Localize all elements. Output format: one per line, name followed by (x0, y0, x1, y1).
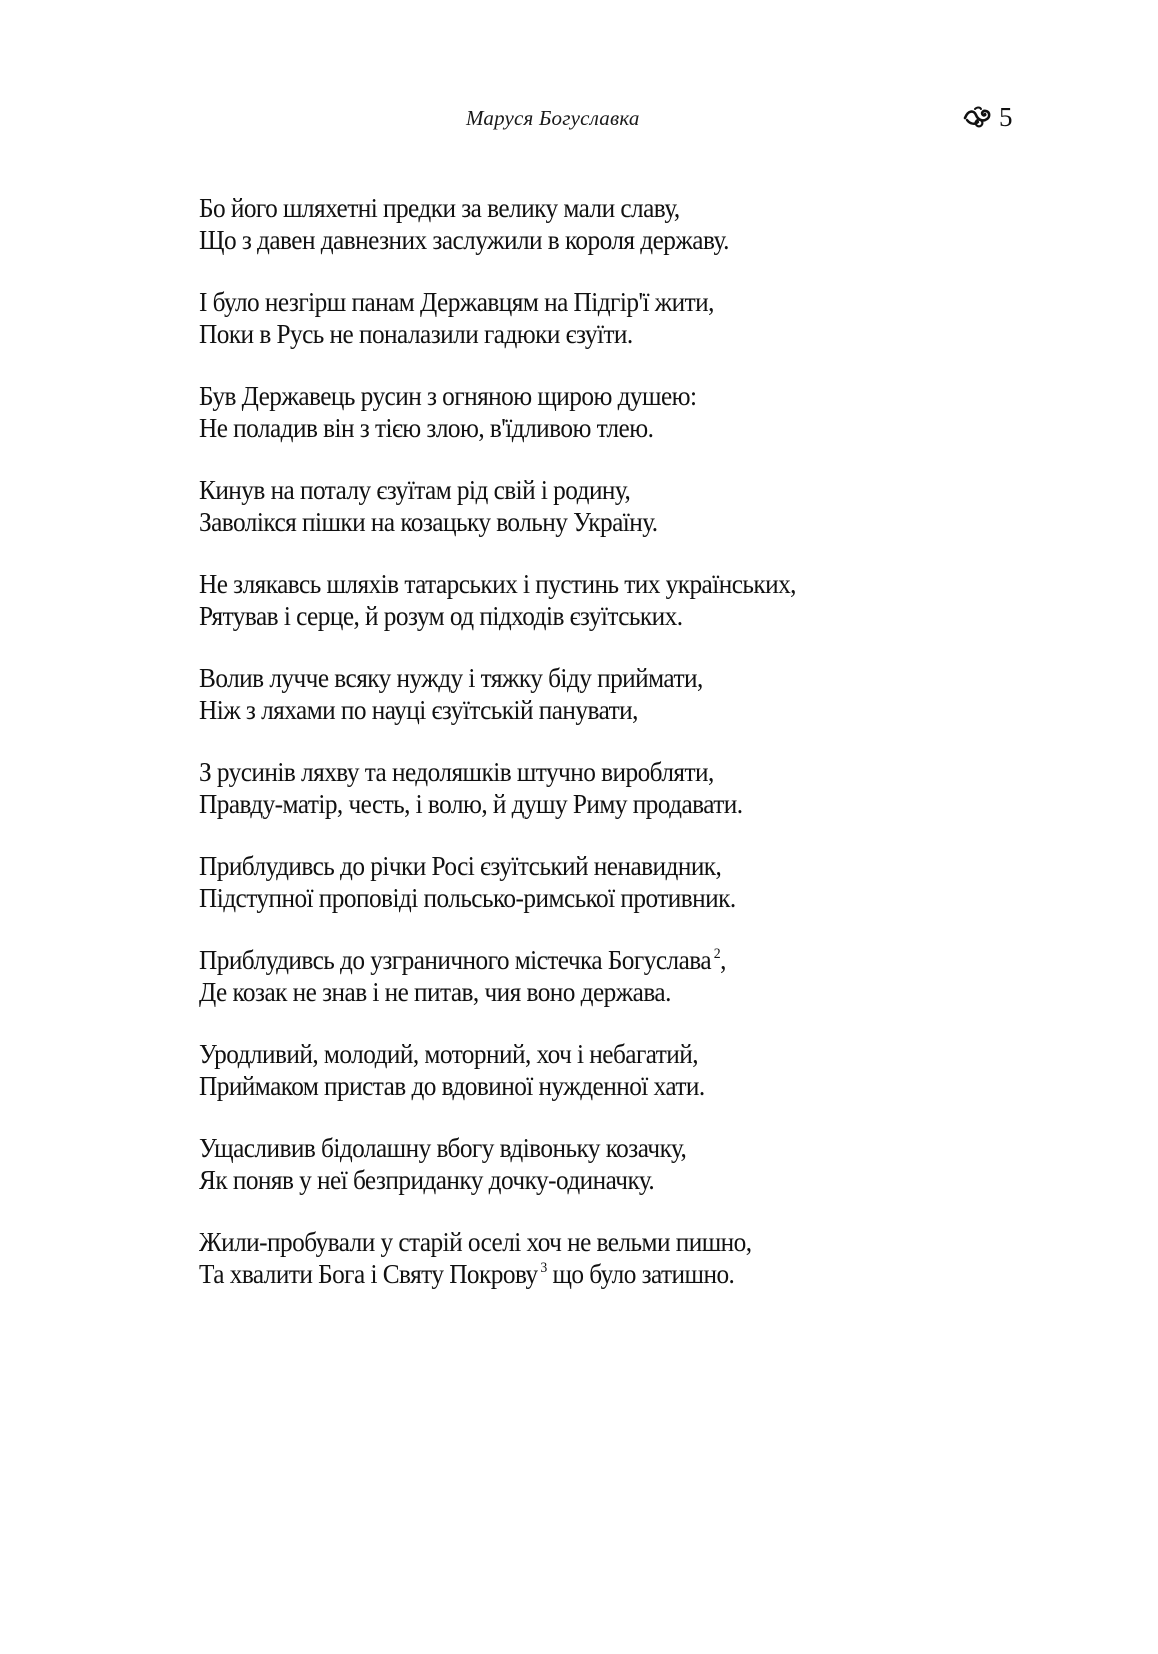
verse-line: Жили-пробували у старій оселі хоч не вельми пишно, (199, 1226, 752, 1257)
stanza (199, 474, 1059, 538)
stanza (199, 192, 1059, 256)
stanza (199, 286, 1059, 350)
verse-line: Приймаком пристав до вдовиної нужденної хати. (199, 1070, 705, 1101)
verse-line: Рятував і серце, й розум од підходів єзуїтських. (199, 600, 683, 631)
verse-text: Приблудивсь до узграничного містечка Богуслава (199, 944, 712, 975)
verse-line: Ніж з ляхами по науці єзуїтській панувати, (199, 694, 638, 725)
stanza (199, 662, 1059, 726)
stanza (199, 568, 1059, 632)
stanza (199, 756, 1059, 820)
verse-line: Що з давен давнезних заслужили в короля державу. (199, 224, 729, 255)
verse-text-tail: , (720, 944, 726, 975)
verse-line: Підступної проповіді польсько-римської противник. (199, 882, 736, 913)
verse-line: Правду-матір, честь, і волю, й душу Риму продавати. (199, 788, 743, 819)
verse-line: Як поняв у неї безприданку дочку-одиначку. (199, 1164, 655, 1195)
verse-line: З русинів ляхву та недоляшків штучно виробляти, (199, 756, 714, 787)
verse-line: Не поладив він з тією злою, в'їдливою тлею. (199, 412, 654, 443)
verse-line: Уродливий, молодий, моторний, хоч і небагатий, (199, 1038, 699, 1069)
verse-line: Кинув на поталу єзуїтам рід свій і родину, (199, 474, 631, 505)
verse-line (199, 944, 990, 976)
footnote-marker[interactable]: 2 (713, 946, 721, 962)
verse-line: Бо його шляхетні предки за велику мали славу, (199, 192, 680, 223)
verse-line: Приблудивсь до річки Росі єзуїтський ненавидник, (199, 850, 722, 881)
verse-line: Ущасливив бідолашну вбогу вдівоньку козачку, (199, 1132, 687, 1163)
stanza (199, 1132, 1059, 1196)
running-header (0, 102, 1158, 138)
verse-line: Не злякавсь шляхів татарських і пустинь тих українських, (199, 568, 796, 599)
verse-line: Де козак не знав і не питав, чия воно держава. (199, 976, 671, 1007)
footnote-marker[interactable]: 3 (540, 1260, 547, 1276)
stanza (199, 850, 1059, 914)
stanza (199, 1038, 1059, 1102)
verse-line: Волив лучче всяку нужду і тяжку біду приймати, (199, 662, 703, 693)
stanza (199, 944, 1059, 1008)
stanza (199, 380, 1059, 444)
stanza (199, 1226, 1059, 1290)
running-header-title: Маруся Богуславка (466, 106, 640, 130)
verse-line: Поки в Русь не поналазили гадюки єзуїти. (199, 318, 633, 349)
verse-text: Та хвалити Бога і Святу Покрову (199, 1258, 538, 1289)
verse-text-tail: що було затишно. (546, 1258, 735, 1289)
page-number: 5 (999, 102, 1013, 132)
poem-body (199, 192, 1059, 1320)
verse-line: І було незгірш панам Державцям на Підгір'ї жити, (199, 286, 714, 317)
verse-line (199, 1258, 990, 1290)
verse-line: Був Державець русин з огняною щирою душею: (199, 380, 697, 411)
verse-line: Заволікся пішки на козацьку вольну Україну. (199, 506, 658, 537)
fleuron-icon (963, 106, 993, 128)
